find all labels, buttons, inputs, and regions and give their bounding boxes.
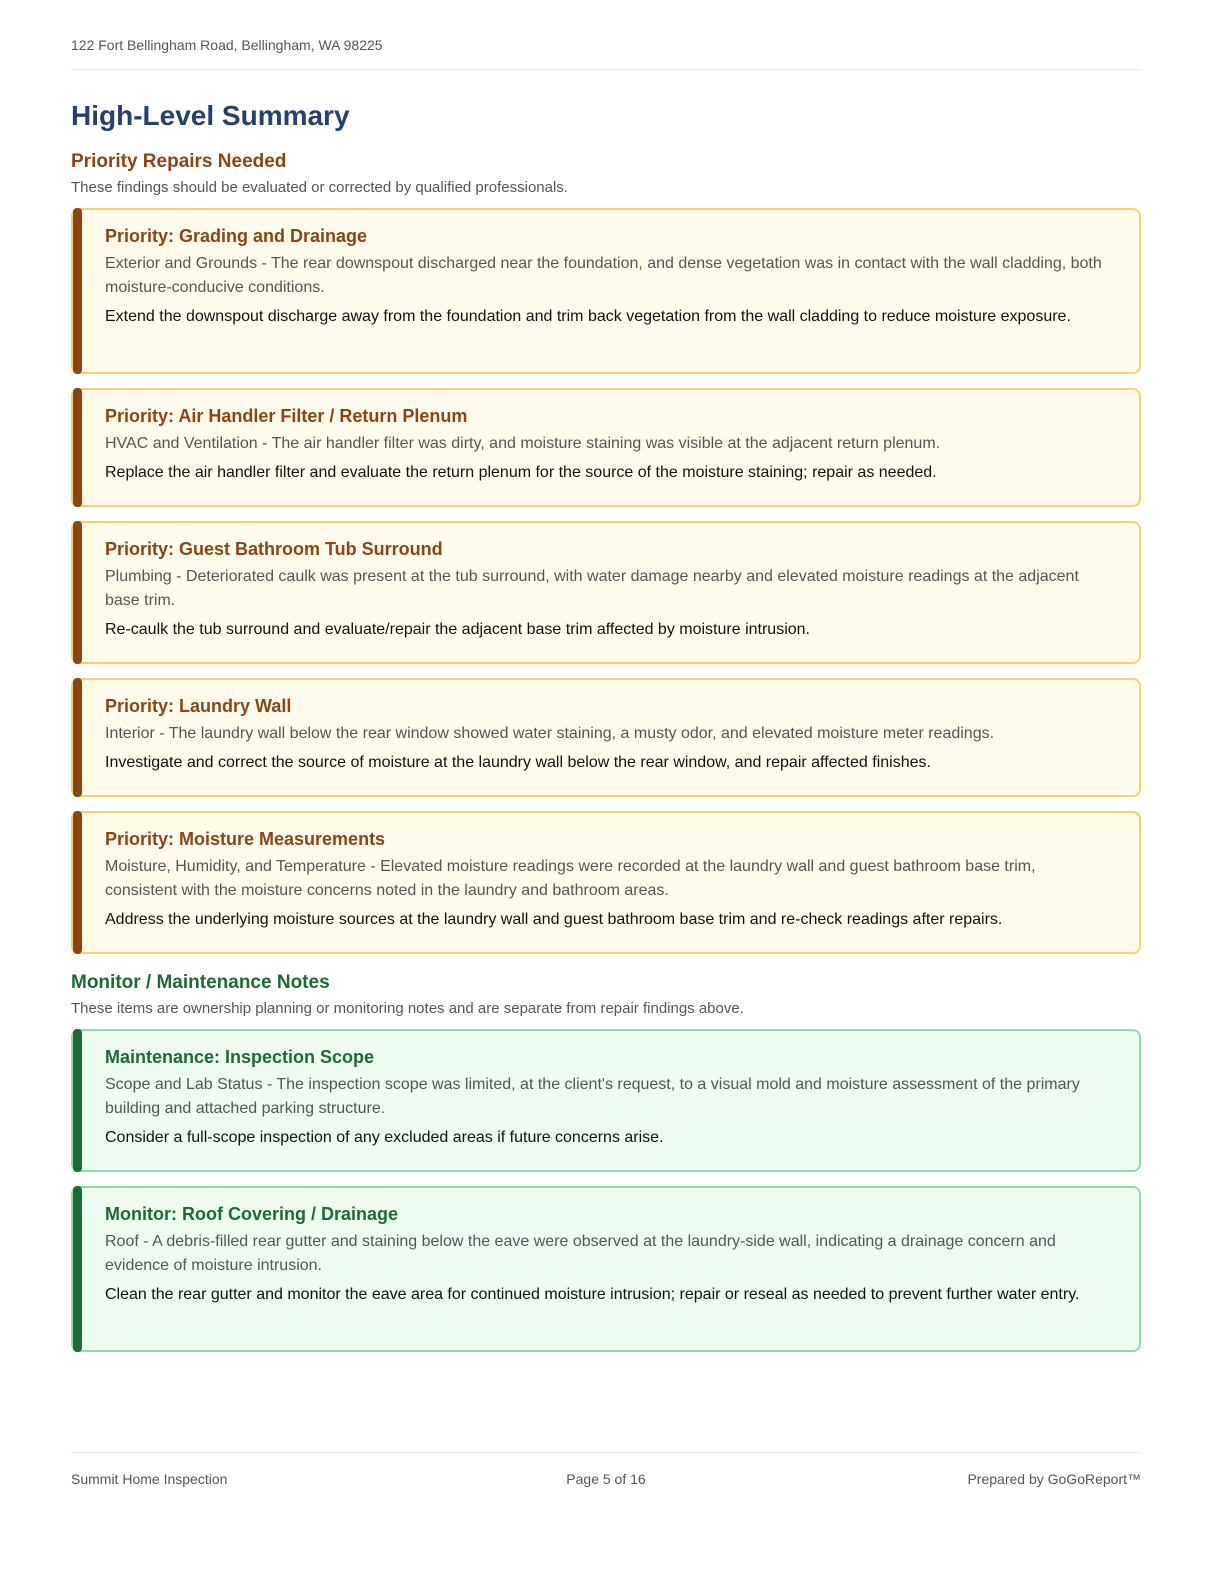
card-finding: Moisture, Humidity, and Temperature - Elevated moisture readings were recorded at the laundry wall and guest bathroom base trim, consistent with the moisture concerns noted in the laundry and bathroom areas. [105, 858, 1036, 899]
card-recommendation: Clean the rear gutter and monitor the eave area for continued moisture intrusion; repair or reseal as needed to prevent further water entry. [105, 1286, 1080, 1303]
card-recommendation: Re-caulk the tub surround and evaluate/repair the adjacent base trim affected by moisture intrusion. [105, 621, 810, 638]
priority-card [71, 388, 1141, 507]
page-title: High-Level Summary [71, 100, 350, 131]
card-title: Priority: Guest Bathroom Tub Surround [105, 539, 443, 559]
page-header [71, 37, 1141, 70]
card-finding: Plumbing - Deteriorated caulk was present at the tub surround, with water damage nearby and elevated moisture readings at the adjacent base trim. [105, 568, 1079, 609]
page-footer [71, 1452, 1141, 1487]
card-title: Priority: Grading and Drainage [105, 226, 368, 246]
monitor-section-heading: Monitor / Maintenance Notes [71, 972, 330, 993]
priority-card [71, 521, 1141, 664]
card-recommendation: Investigate and correct the source of moisture at the laundry wall below the rear window, and repair affected finishes. [105, 754, 931, 771]
footer-company: Summit Home Inspection [71, 1471, 228, 1487]
card-title: Priority: Air Handler Filter / Return Plenum [105, 406, 468, 426]
card-finding: HVAC and Ventilation - The air handler filter was dirty, and moisture staining was visible at the adjacent return plenum. [105, 435, 941, 452]
card-recommendation: Extend the downspout discharge away from the foundation and trim back vegetation from the wall cladding to reduce moisture exposure. [105, 308, 1071, 325]
monitor-card [71, 1186, 1141, 1352]
footer-page-number: Page 5 of 16 [566, 1471, 646, 1487]
card-finding: Scope and Lab Status - The inspection scope was limited, at the client's request, to a visual mold and moisture assessment of the primary building and attached parking structure. [105, 1076, 1080, 1117]
monitor-card [71, 1029, 1141, 1172]
card-recommendation: Address the underlying moisture sources at the laundry wall and guest bathroom base trim and re-check readings after repairs. [105, 911, 1003, 928]
property-address: 122 Fort Bellingham Road, Bellingham, WA 98225 [71, 37, 383, 53]
priority-card [71, 208, 1141, 374]
card-finding: Roof - A debris-filled rear gutter and staining below the eave were observed at the laundry-side wall, indicating a drainage concern and evidence of moisture intrusion. [105, 1233, 1056, 1274]
priority-card [71, 678, 1141, 797]
footer-prepared-by: Prepared by GoGoReport™ [967, 1471, 1141, 1487]
monitor-section-subtitle: These items are ownership planning or monitoring notes and are separate from repair findings above. [71, 1000, 744, 1017]
card-title: Priority: Moisture Measurements [105, 829, 386, 849]
priority-card [71, 811, 1141, 954]
card-title: Maintenance: Inspection Scope [105, 1047, 375, 1067]
card-title: Monitor: Roof Covering / Drainage [105, 1204, 399, 1224]
priority-section-heading: Priority Repairs Needed [71, 151, 287, 172]
card-recommendation: Replace the air handler filter and evaluate the return plenum for the source of the moisture staining; repair as needed. [105, 464, 937, 481]
card-finding: Exterior and Grounds - The rear downspout discharged near the foundation, and dense vegetation was in contact with the wall cladding, both moisture-conducive conditions. [105, 255, 1102, 296]
priority-section-subtitle: These findings should be evaluated or corrected by qualified professionals. [71, 179, 568, 196]
card-recommendation: Consider a full-scope inspection of any excluded areas if future concerns arise. [105, 1129, 664, 1146]
card-title: Priority: Laundry Wall [105, 696, 292, 716]
report-page [71, 0, 1141, 1584]
card-finding: Interior - The laundry wall below the rear window showed water staining, a musty odor, and elevated moisture meter readings. [105, 725, 995, 742]
